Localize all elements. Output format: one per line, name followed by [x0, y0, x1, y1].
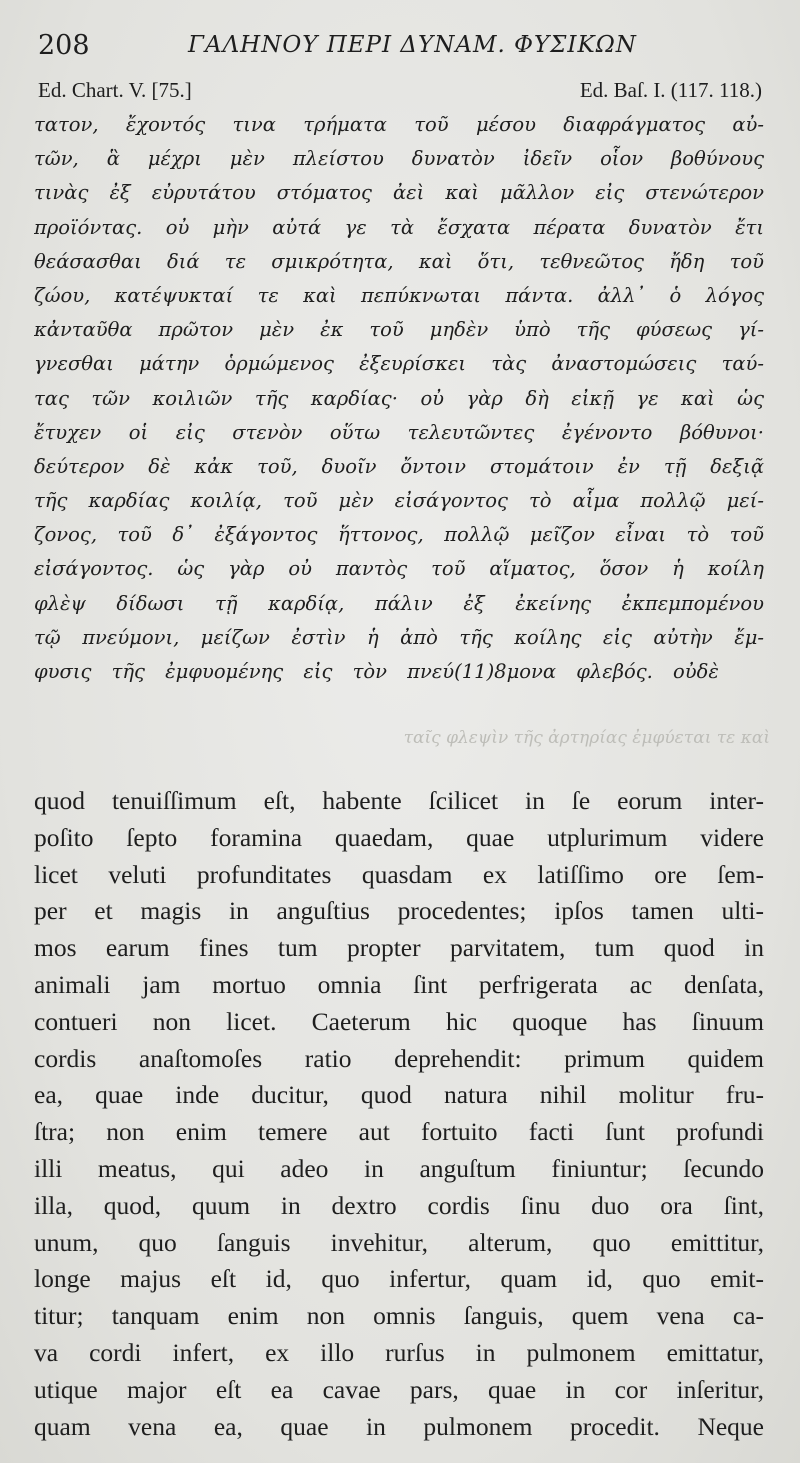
greek-text-line: κἀνταῦθα πρῶτον μὲν ἐκ τοῦ μηδὲν ὑπὸ τῆς φύσεως γί-	[34, 318, 764, 342]
greek-text-line: προϊόντας. οὐ μὴν αὐτά γε τὰ ἔσχατα πέρατα δυνατὸν ἔτι	[34, 215, 764, 239]
greek-text-line: εἰσάγοντος. ὡς γὰρ οὐ παντὸς τοῦ αἵματος, ὅσον ἡ κοίλη	[34, 557, 764, 581]
edition-reference-chart: Ed. Chart. V. [75.]	[38, 78, 192, 102]
edition-reference-basel: Ed. Baſ. I. (117. 118.)	[579, 78, 762, 102]
greek-text-line: ζονος, τοῦ δ᾽ ἐξάγοντος ἥττονος, πολλῷ μεῖζον εἶναι τὸ τοῦ	[34, 523, 764, 547]
latin-text-line: longe majus eſt id, quo infertur, quam id, quo emit-	[34, 1264, 764, 1294]
latin-text-line: licet veluti profunditates quasdam ex latiſſimo ore ſem-	[34, 859, 764, 889]
running-title: ΓΑΛΗΝΟΥ ΠΕΡΙ ΔΥΝΑΜ. ΦΥΣΙΚΩΝ	[188, 32, 637, 58]
latin-text-line: va cordi infert, ex illo rurſus in pulmonem emittatur,	[34, 1337, 764, 1367]
greek-text-line: τῶν, ἃ μέχρι μὲν πλείστου δυνατὸν ἰδεῖν οἷον βοθύνους	[34, 147, 764, 171]
latin-text-line: illa, quod, quum in dextro cordis ſinu duo ora ſint,	[34, 1190, 764, 1220]
latin-text-line: poſito ſepto foramina quaedam, quae utplurimum videre	[34, 822, 764, 852]
greek-text-line: τατον, ἔχοντός τινα τρήματα τοῦ μέσου διαφράγματος αὐ-	[34, 113, 764, 136]
latin-text-line: quam vena ea, quae in pulmonem procedit. Neque	[34, 1411, 764, 1441]
greek-text-line: θεάσασθαι διά τε σμικρότητα, καὶ ὅτι, τεθνεῶτος ἤδη τοῦ	[34, 249, 764, 273]
latin-text-line: ea, quae inde ducitur, quod natura nihil molitur fru-	[34, 1080, 764, 1110]
greek-text-line: φυσις τῆς ἐμφυομένης εἰς τὸν πνεύ(11)8μονα φλεβός. οὐδὲ	[34, 660, 719, 683]
latin-text-line: ſtra; non enim temere aut fortuito facti ſunt profundi	[34, 1117, 764, 1147]
latin-text-line: titur; tanquam enim non omnis ſanguis, quem vena ca-	[34, 1301, 764, 1331]
latin-text-line: unum, quo ſanguis invehitur, alterum, quo emittitur,	[34, 1227, 764, 1257]
greek-text-line: φλὲψ δίδωσι τῇ καρδίᾳ, πάλιν ἐξ ἐκείνης ἐκπεμπομένου	[34, 591, 764, 615]
greek-text-line: δεύτερον δὲ κἀκ τοῦ, δυοῖν ὄντοιν στομάτοιν ἐν τῇ δεξιᾷ	[34, 454, 764, 478]
greek-text-line: ζώου, κατέψυκταί τε καὶ πεπύκνωται πάντα. ἀλλ᾽ ὁ λόγος	[34, 283, 764, 307]
latin-text-line: contueri non licet. Caeterum hic quoque has ſinuum	[34, 1006, 764, 1036]
greek-text-line: τῆς καρδίας κοιλίᾳ, τοῦ μὲν εἰσάγοντος τὸ αἷμα πολλῷ μεί-	[34, 489, 764, 513]
latin-text-line: utique major eſt ea cavae pars, quae in cor inſeritur,	[34, 1374, 764, 1404]
greek-text-line: τας τῶν κοιλιῶν τῆς καρδίας· οὐ γὰρ δὴ εἰκῇ γε καὶ ὡς	[34, 386, 764, 410]
page-header	[38, 30, 768, 70]
greek-text-line: ἔτυχεν οἱ εἰς στενὸν οὕτω τελευτῶντες ἐγένοντο βόθυνοι·	[34, 420, 764, 444]
latin-text-line: animali jam mortuo omnia ſint perfrigerata ac denſata,	[34, 969, 764, 999]
latin-text-line: cordis anaſtomoſes ratio deprehendit: primum quidem	[34, 1043, 764, 1073]
latin-text-line: quod tenuiſſimum eſt, habente ſcilicet in ſe eorum inter-	[34, 786, 764, 815]
bleed-through-line: ταῖς φλεψὶν τῆς ἀρτηρίας ἐμφύεται τε καὶ	[403, 728, 770, 748]
latin-text-block	[34, 783, 764, 1445]
latin-text-line: mos earum fines tum propter parvitatem, tum quod in	[34, 933, 764, 963]
greek-text-block	[34, 108, 764, 689]
latin-text-line: per et magis in anguſtius procedentes; ipſos tamen ulti-	[34, 896, 764, 926]
greek-text-line: τινὰς ἐξ εὐρυτάτου στόματος ἀεὶ καὶ μᾶλλον εἰς στενώτερον	[34, 181, 764, 205]
greek-text-line: τῷ πνεύμονι, μείζων ἐστὶν ἡ ἀπὸ τῆς κοίλης εἰς αὐτὴν ἔμ-	[34, 625, 764, 649]
edition-references	[38, 78, 762, 108]
greek-text-line: γνεσθαι μάτην ὁρμώμενος ἐξευρίσκει τὰς ἀναστομώσεις ταύ-	[34, 352, 764, 376]
latin-text-line: illi meatus, qui adeo in anguſtum finiuntur; ſecundo	[34, 1153, 764, 1183]
page-number: 208	[38, 30, 90, 61]
